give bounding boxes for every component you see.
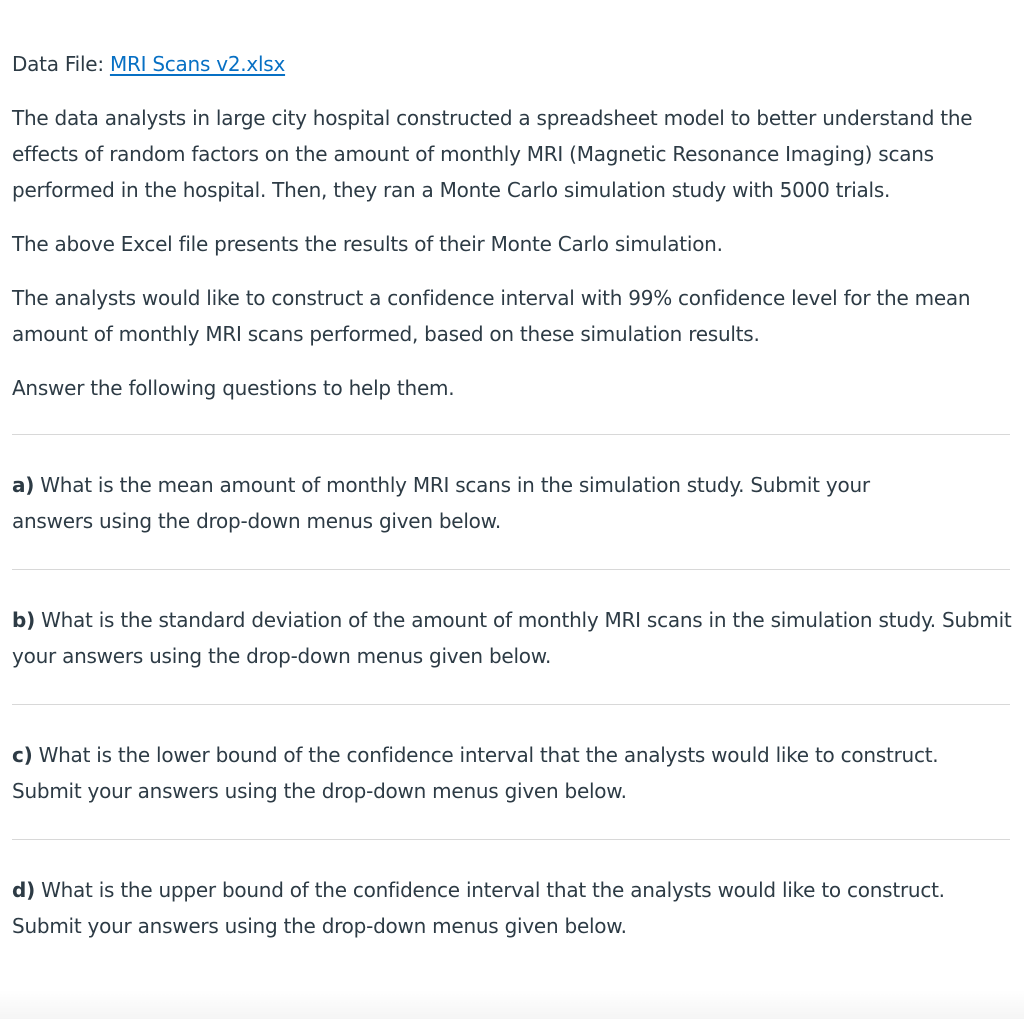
- question-d-text: What is the upper bound of the confidence interval that the analysts would like to construct. Submit your answers using the drop-down menus given below.: [12, 878, 945, 938]
- question-b: [12, 602, 1012, 674]
- intro-paragraph-3: The analysts would like to construct a confidence interval with 99% confidence level for the mean amount of monthly MRI scans performed, based on these simulation results.: [12, 286, 971, 346]
- question-b-text: What is the standard deviation of the amount of monthly MRI scans in the simulation study. Submit your answers using the drop-down menus given below.: [12, 608, 1012, 668]
- data-file-line: [12, 46, 1012, 82]
- question-b-label: b): [12, 608, 35, 632]
- question-c-label: c): [12, 743, 33, 767]
- divider: [12, 569, 1010, 570]
- question-a-text: What is the mean amount of monthly MRI scans in the simulation study. Submit your answers using the drop-down menus given below.: [12, 473, 870, 533]
- data-file-label: Data File:: [12, 52, 104, 76]
- intro-paragraph-4: Answer the following questions to help them.: [12, 376, 455, 400]
- divider: [12, 839, 1010, 840]
- question-c-text: What is the lower bound of the confidence interval that the analysts would like to construct. Submit your answers using the drop-down menus given below.: [12, 743, 939, 803]
- intro-paragraph-2: The above Excel file presents the results of their Monte Carlo simulation.: [12, 232, 723, 256]
- question-c: [12, 737, 1012, 809]
- intro-paragraph-1: The data analysts in large city hospital constructed a spreadsheet model to better understand the effects of random factors on the amount of monthly MRI (Magnetic Resonance Imaging) scans performed in the hospital. Then, they ran a Monte Carlo simulation study with 5000 trials.: [12, 106, 973, 202]
- divider: [12, 704, 1010, 705]
- divider: [12, 434, 1010, 435]
- question-a-label: a): [12, 473, 35, 497]
- question-d: [12, 872, 1012, 944]
- question-d-label: d): [12, 878, 35, 902]
- data-file-link[interactable]: MRI Scans v2.xlsx: [109, 52, 286, 76]
- question-a: [12, 467, 952, 539]
